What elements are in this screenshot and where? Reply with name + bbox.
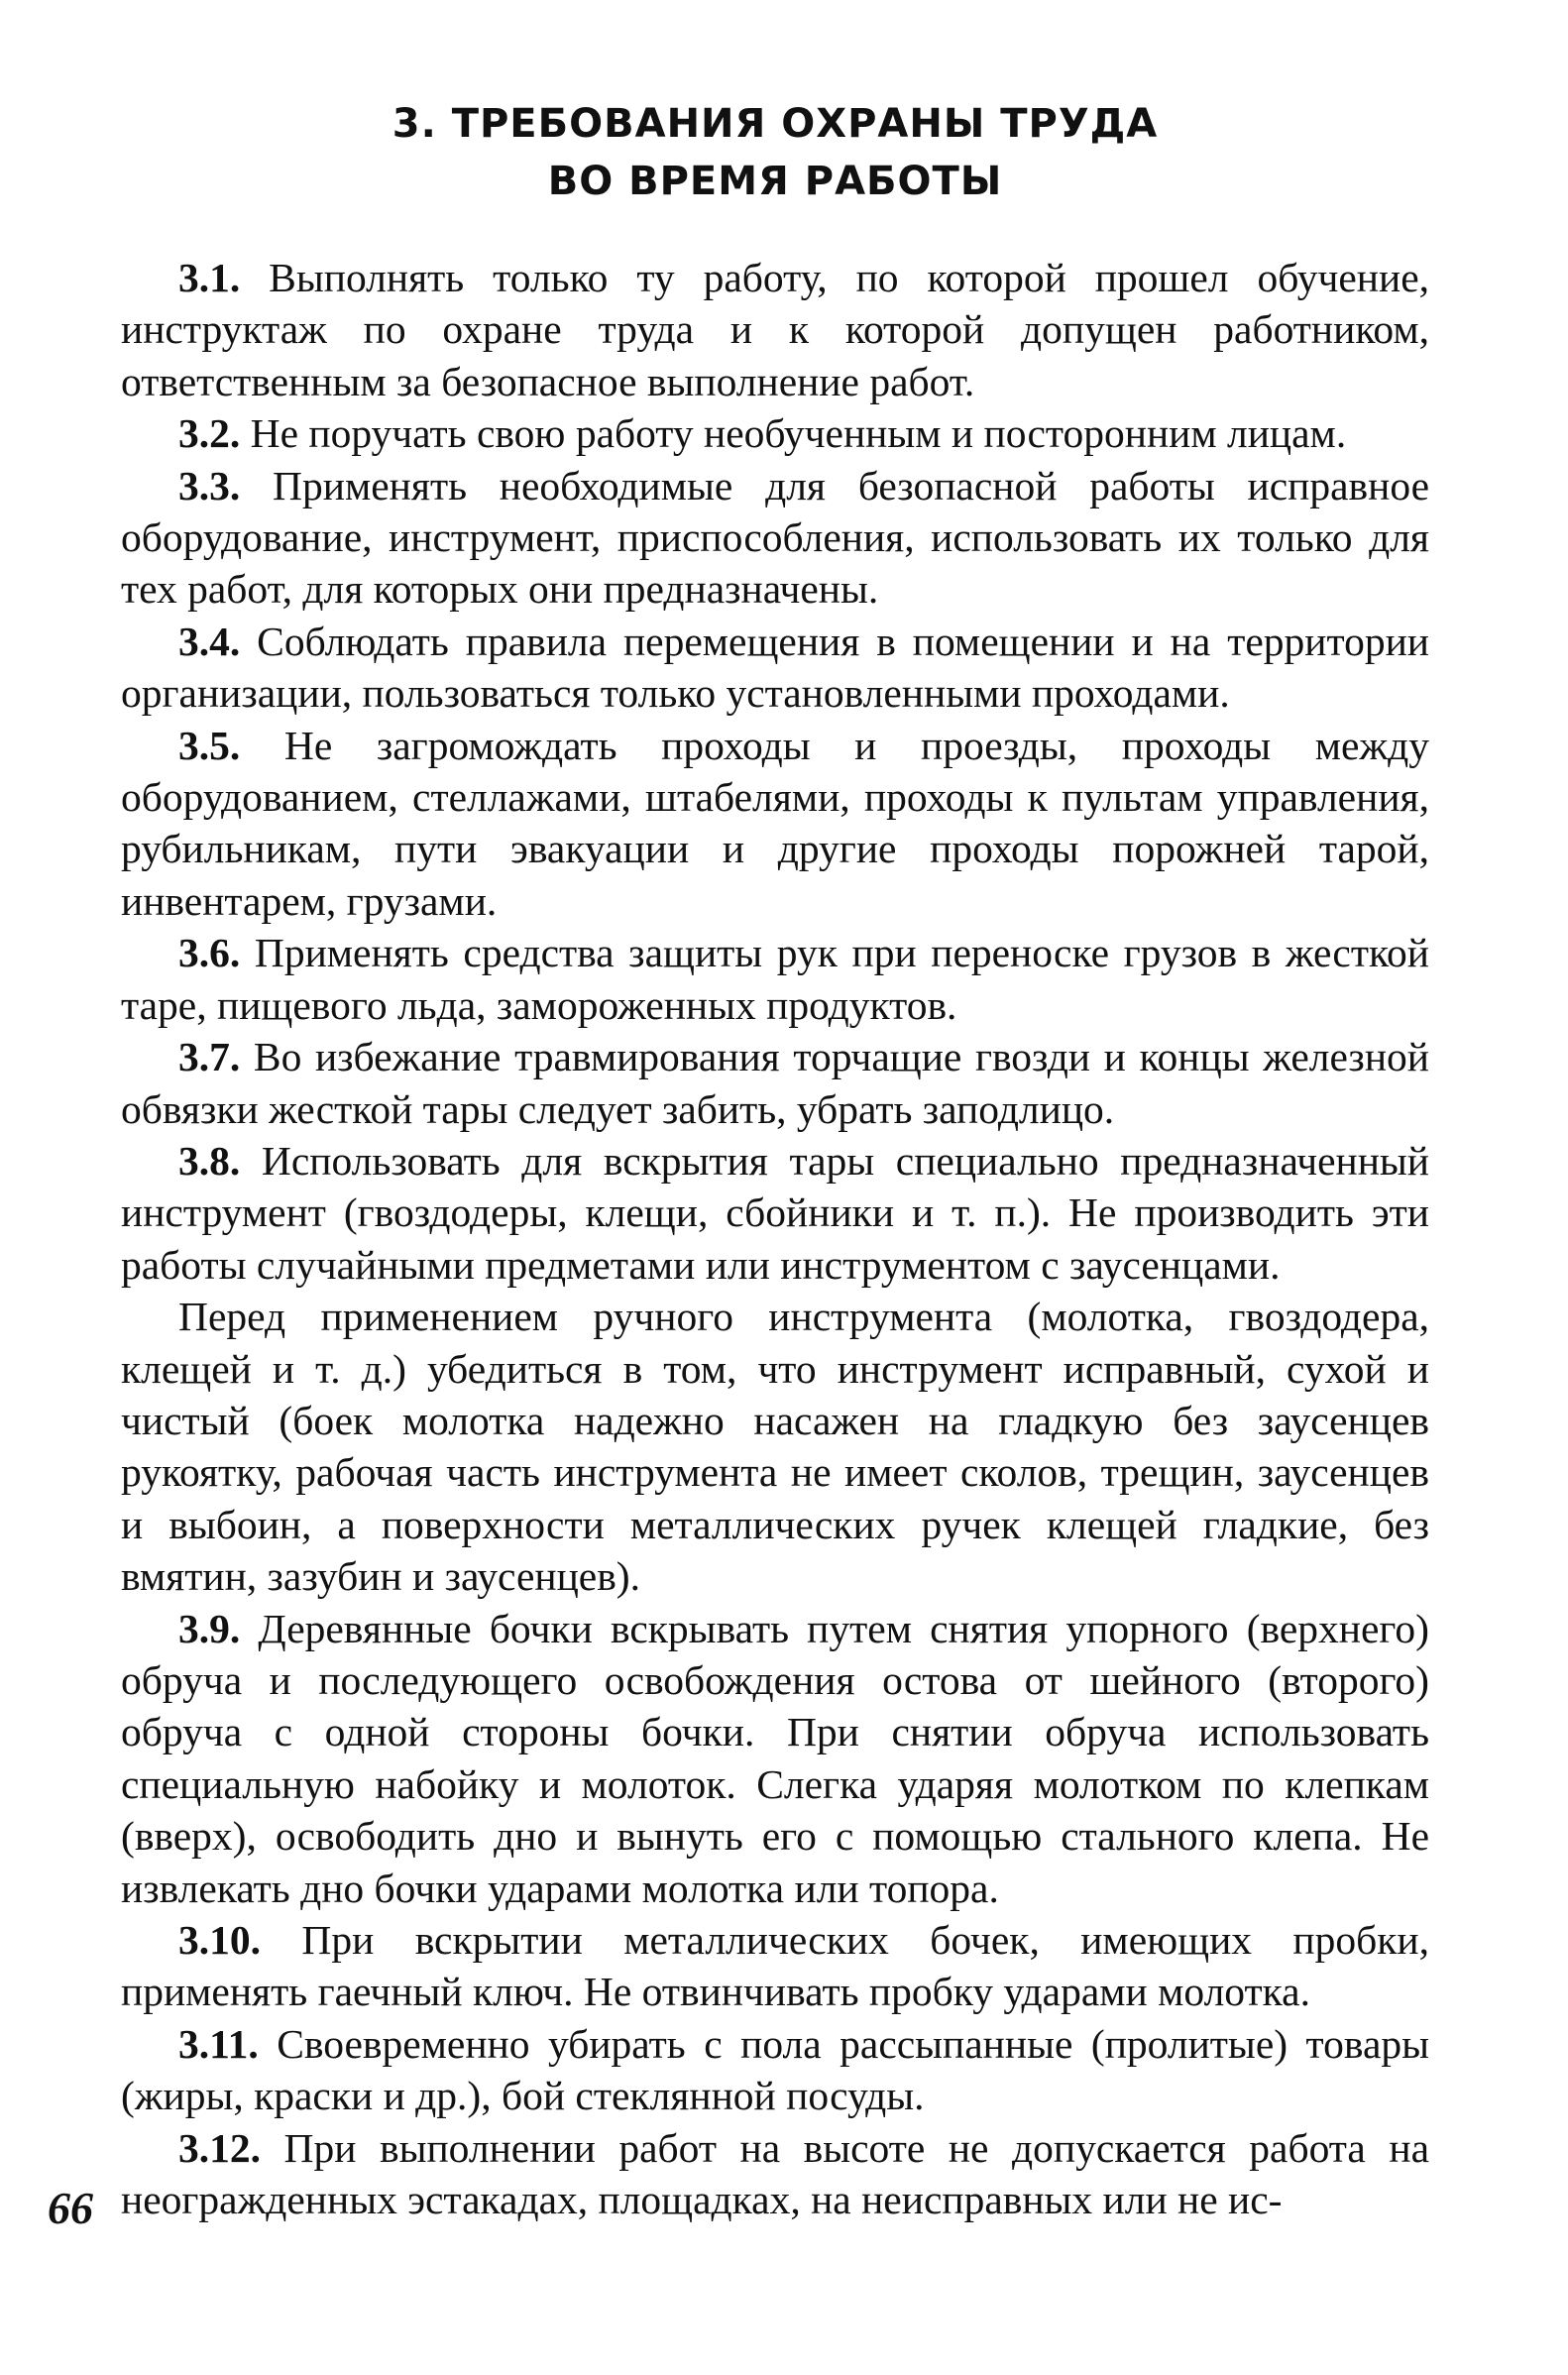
clause-text: Своевременно убирать с пола рассыпанные (пролитые) товары (жиры, краски и др.), бой стеклянной посуды. bbox=[121, 2020, 1429, 2119]
clause-number: 3.9. bbox=[178, 1605, 241, 1651]
paragraph-3-10 bbox=[121, 1914, 1429, 2018]
clause-number: 3.4. bbox=[178, 618, 241, 664]
paragraph-3-8 bbox=[121, 1135, 1429, 1291]
clause-number: 3.8. bbox=[178, 1137, 241, 1184]
clause-text: При вскрытии металлических бочек, имеющих пробки, применять гаечный ключ. Не отвинчивать пробку ударами молотка. bbox=[121, 1917, 1429, 2015]
clause-number: 3.6. bbox=[178, 930, 241, 976]
document-page bbox=[121, 95, 1429, 2316]
paragraph-3-7 bbox=[121, 1031, 1429, 1135]
clause-number: 3.12. bbox=[178, 2124, 261, 2171]
clause-number: 3.7. bbox=[178, 1034, 241, 1080]
paragraph-3-2 bbox=[121, 407, 1429, 459]
clause-text: Использовать для вскрытия тары специально предназначенный инструмент (гвоздодеры, клещи, сбойники и т. п.). Не производить эти работы случайными предметами или инструментом с заусенцами. bbox=[121, 1137, 1429, 1288]
paragraph-3-12 bbox=[121, 2122, 1429, 2226]
section-heading-line-1: 3. ТРЕБОВАНИЯ ОХРАНЫ ТРУДА bbox=[392, 101, 1159, 147]
paragraph-3-6 bbox=[121, 927, 1429, 1031]
clause-number: 3.3. bbox=[178, 462, 241, 509]
paragraph-3-4 bbox=[121, 616, 1429, 720]
paragraph-3-3 bbox=[121, 460, 1429, 616]
clause-text: Соблюдать правила перемещения в помещении и на территории организации, пользоваться только установленными проходами. bbox=[121, 618, 1429, 717]
clause-number: 3.10. bbox=[178, 1917, 261, 1963]
clause-text: Не поручать свою работу необученным и посторонним лицам. bbox=[240, 410, 1347, 457]
clause-text: При выполнении работ на высоте не допускается работа на неогражденных эстакадах, площадках, на неисправных или не ис- bbox=[121, 2124, 1429, 2223]
clause-text: Перед применением ручного инструмента (молотка, гвоздодера, клещей и т. д.) убедиться в том, что инструмент исправный, сухой и чистый (боек молотка надежно насажен на гладкую без заусенцев рукоятку, рабочая часть инструмента не имеет сколов, трещин, заусенцев и выбоин, а поверхности металлических ручек клещей гладкие, без вмятин, зазубин и заусенцев). bbox=[121, 1294, 1429, 1600]
clause-number: 3.1. bbox=[178, 255, 241, 300]
paragraph-3-5 bbox=[121, 720, 1429, 928]
paragraph-3-1 bbox=[121, 252, 1429, 407]
clause-text: Выполнять только ту работу, по которой прошел обучение, инструктаж по охране труда и к которой допущен работником, ответственным за безопасное выполнение работ. bbox=[121, 255, 1429, 404]
clause-number: 3.11. bbox=[178, 2020, 259, 2067]
paragraph-tool-check bbox=[121, 1291, 1429, 1602]
section-heading bbox=[121, 95, 1429, 210]
clause-number: 3.2. bbox=[178, 410, 241, 457]
clause-text: Не загромождать проходы и проезды, проходы между оборудованием, стеллажами, штабелями, проходы к пультам управления, рубильникам, пути эвакуации и другие проходы порожней тарой, инвентарем, грузами. bbox=[121, 722, 1429, 924]
section-heading-line-2: ВО ВРЕМЯ РАБОТЫ bbox=[547, 159, 1003, 204]
paragraph-3-9 bbox=[121, 1603, 1429, 1914]
clause-text: Применять средства защиты рук при переноске грузов в жесткой таре, пищевого льда, замороженных продуктов. bbox=[121, 930, 1429, 1028]
clause-number: 3.5. bbox=[178, 722, 241, 768]
paragraph-3-11 bbox=[121, 2018, 1429, 2122]
clause-text: Деревянные бочки вскрывать путем снятия упорного (верхнего) обруча и последующего освобождения остова от шейного (второго) обруча с одной стороны бочки. При снятии обруча использовать специальную набойку и молоток. Слегка ударяя молотком по клепкам (вверх), освободить дно и вынуть его с помощью стального клепа. Не извлекать дно бочки ударами молотка или топора. bbox=[121, 1605, 1429, 1911]
clause-text: Во избежание травмирования торчащие гвозди и концы железной обвязки жесткой тары следует забить, убрать заподлицо. bbox=[121, 1034, 1429, 1132]
clause-text: Применять необходимые для безопасной работы исправное оборудование, инструмент, приспособления, использовать их только для тех работ, для которых они предназначены. bbox=[121, 462, 1429, 613]
page-number: 66 bbox=[48, 2183, 93, 2233]
